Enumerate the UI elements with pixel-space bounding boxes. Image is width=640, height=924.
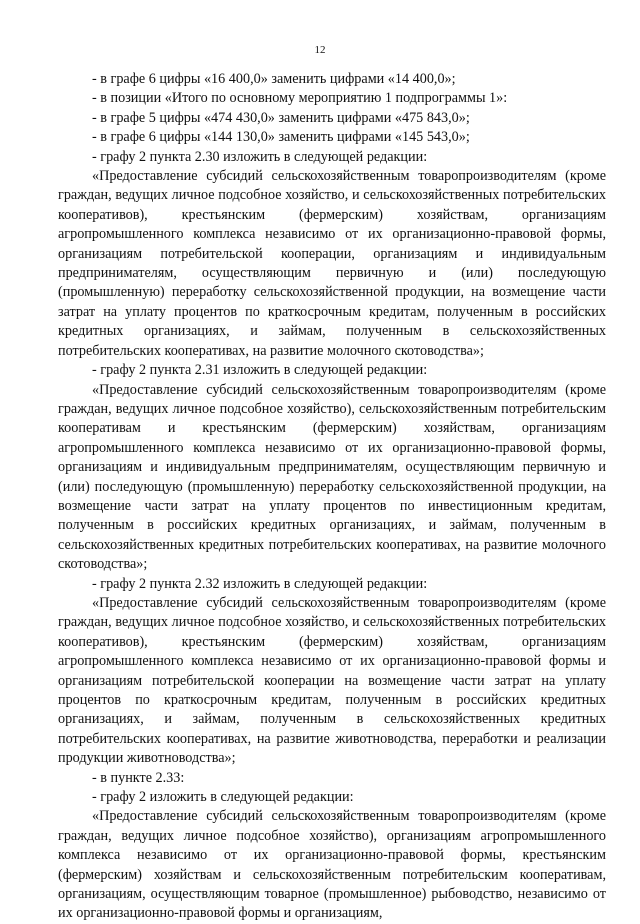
paragraph-12: - графу 2 изложить в следующей редакции: (92, 789, 354, 806)
paragraph-7: - графу 2 пункта 2.31 изложить в следующей редакции: (92, 362, 428, 379)
paragraph-10: «Предоставление субсидий сельскохозяйственным товаропроизводителям (кроме граждан, ведущих личное подсобное хозяйство, и сельскохозяйственных потребительских кооперативов), крестьянским (фермерским) хозяйствам, организациям агропромышленного комплекса независимо от их организационно-правовой формы и организациям потребительской кооперации на возмещение части затрат на уплату процентов по краткосрочным кредитам, полученным в российских кредитных организациях, и займам, полученным в сельскохозяйственных кредитных потребительских кооперативах, на развитие животноводства, переработки и реализации продукции животноводства»; (58, 594, 606, 767)
paragraph-4: - в графе 6 цифры «144 130,0» заменить цифрами «145 543,0»; (92, 129, 470, 146)
paragraph-9: - графу 2 пункта 2.32 изложить в следующей редакции: (92, 575, 428, 592)
paragraph-3: - в графе 5 цифры «474 430,0» заменить цифрами «475 843,0»; (92, 109, 470, 126)
paragraph-1: - в графе 6 цифры «16 400,0» заменить цифрами «14 400,0»; (92, 71, 456, 87)
document-body (58, 70, 606, 924)
paragraph-8: «Предоставление субсидий сельскохозяйственным товаропроизводителям (кроме граждан, ведущих личное подсобное хозяйство), сельскохозяйственным потребительским кооперативам и крестьянским (фермерским) хозяйствам, организациям агропромышленного комплекса независимо от их организационно-правовой формы, организациям и индивидуальным предпринимателям, осуществляющим первичную и (или) последующую (промышленную) переработку сельскохозяйственной продукции, на возмещение части затрат на уплату процентов по инвестиционным кредитам, полученным в российских кредитных организациях, и займам, полученным в сельскохозяйственных кредитных потребительских кооперативах, на развитие молочного скотоводства»; (58, 381, 606, 573)
page-number: 12 (314, 44, 326, 56)
paragraph-5: - графу 2 пункта 2.30 изложить в следующей редакции: (92, 148, 428, 165)
paragraph-2: - в позиции «Итого по основному мероприятию 1 подпрограммы 1»: (92, 90, 508, 107)
paragraph-11: - в пункте 2.33: (92, 769, 185, 786)
paragraph-6: «Предоставление субсидий сельскохозяйственным товаропроизводителям (кроме граждан, ведущих личное подсобное хозяйство, и сельскохозяйственных потребительских кооперативов), крестьянским (фермерским) хозяйствам, организациям агропромышленного комплекса независимо от их организационно-правовой формы, организациям потребительской кооперации, организациям и индивидуальным предпринимателям, осуществляющим первичную и (или) последующую (промышленную) переработку сельскохозяйственной продукции, на возмещение части затрат на уплату процентов по краткосрочным кредитам, полученным в российских кредитных организациях, и займам, полученным в сельскохозяйственных потребительских кооперативах, на развитие молочного скотоводства»; (58, 168, 606, 359)
paragraph-13: «Предоставление субсидий сельскохозяйственным товаропроизводителям (кроме граждан, ведущих личное подсобное хозяйство), организациям агропромышленного комплекса независимо от их организационно-правовой формы, крестьянским (фермерским) хозяйствам и сельскохозяйственным потребительским кооперативам, организациям, осуществляющим товарное (промышленное) рыбоводство, независимо от их организационно-правовой формы и организациям, (58, 808, 606, 922)
